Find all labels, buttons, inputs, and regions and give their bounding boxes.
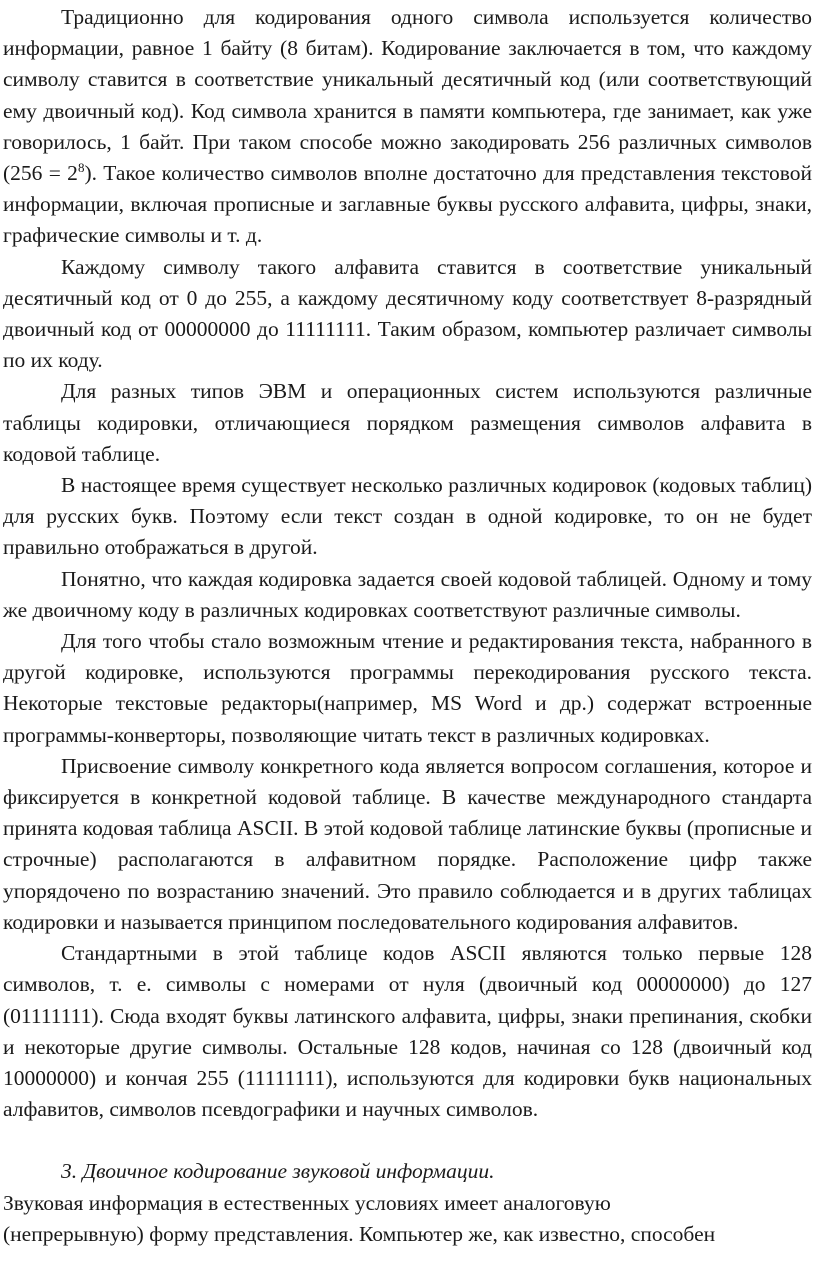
paragraph-recoding-programs: Для того чтобы стало возможным чтение и редактирования текста, набранного в другой кодировке, используются программы перекодирования русского текста. Некоторые текстовые редакторы(например, MS Word и др.) содержат встроенные программы-конверторы, позволяющие читать текст в различных кодировках. — [3, 629, 812, 747]
paragraph-audio-intro — [3, 1188, 812, 1250]
paragraph-code-table: Понятно, что каждая кодировка задается своей кодовой таблицей. Одному и тому же двоичному коду в различных кодировках соответствуют различные символы. — [3, 566, 812, 622]
audio-intro-line-1: Звуковая информация в естественных условиях имеет аналоговую — [3, 1190, 611, 1215]
paragraph-decimal-code: Каждому символу такого алфавита ставится в соответствие уникальный десятичный код от 0 до 255, а каждому десятичному коду соответствует 8-разрядный двоичный код от 00000000 до 11111111. Таким образом, компьютер различает символы по их коду. — [3, 254, 812, 373]
audio-intro-line-2: (непрерывную) форму представления. Компьютер же, как известно, способен — [3, 1221, 716, 1246]
paragraph-1-text-after: ). Такое количество символов вполне достаточно для представления текстовой информации, включая прописные и заглавные буквы русского алфавита, цифры, знаки, графические символы и т. д. — [3, 161, 812, 248]
exponent-superscript: 8 — [77, 160, 85, 176]
paragraph-1-text-before: Традиционно для кодирования одного символа используется количество информации, равное 1 байту (8 битам). Кодирование заключается в том, что каждому символу ставится в соответствие уникальный десятичный код (или соответствующий ему двоичный код). Код символа хранится в памяти компьютера, где занимает, как уже говорилось, 1 байт. При таком способе можно закодировать 256 различных символов (256 = 2 — [3, 5, 812, 186]
section-heading-audio-encoding: 3. Двоичное кодирование звуковой информации. — [61, 1159, 495, 1184]
paragraph-ascii-128: Стандартными в этой таблице кодов ASCII являются только первые 128 символов, т. е. символы с номерами от нуля (двоичный код 00000000) до 127 (01111111). Сюда входят буквы латинского алфавита, цифры, знаки препинания, скобки и некоторые другие символы. Остальные 128 кодов, начиная со 128 (двоичный код 10000000) и кончая 255 (11111111), используются для кодировки букв национальных алфавитов, символов псевдографики и научных символов. — [3, 941, 812, 1122]
paragraph-russian-encodings: В настоящее время существует несколько различных кодировок (кодовых таблиц) для русских букв. Поэтому если текст создан в одной кодировке, то он не будет правильно отображаться в другой. — [3, 473, 812, 560]
paragraph-ascii-standard: Присвоение символу конкретного кода является вопросом соглашения, которое и фиксируется в конкретной кодовой таблице. В качестве международного стандарта принята кодовая таблица ASCII. В этой кодовой таблице латинские буквы (прописные и строчные) располагаются в алфавитном порядке. Расположение цифр также упорядочено по возрастанию значений. Это правило соблюдается и в других таблицах кодировки и называется принципом последовательного кодирования алфавитов. — [3, 753, 812, 934]
paragraph-encoding-tables: Для разных типов ЭВМ и операционных систем используются различные таблицы кодировки, отличающиеся порядком размещения символов алфавита в кодовой таблице. — [3, 379, 812, 466]
paragraph-character-encoding — [3, 2, 812, 252]
